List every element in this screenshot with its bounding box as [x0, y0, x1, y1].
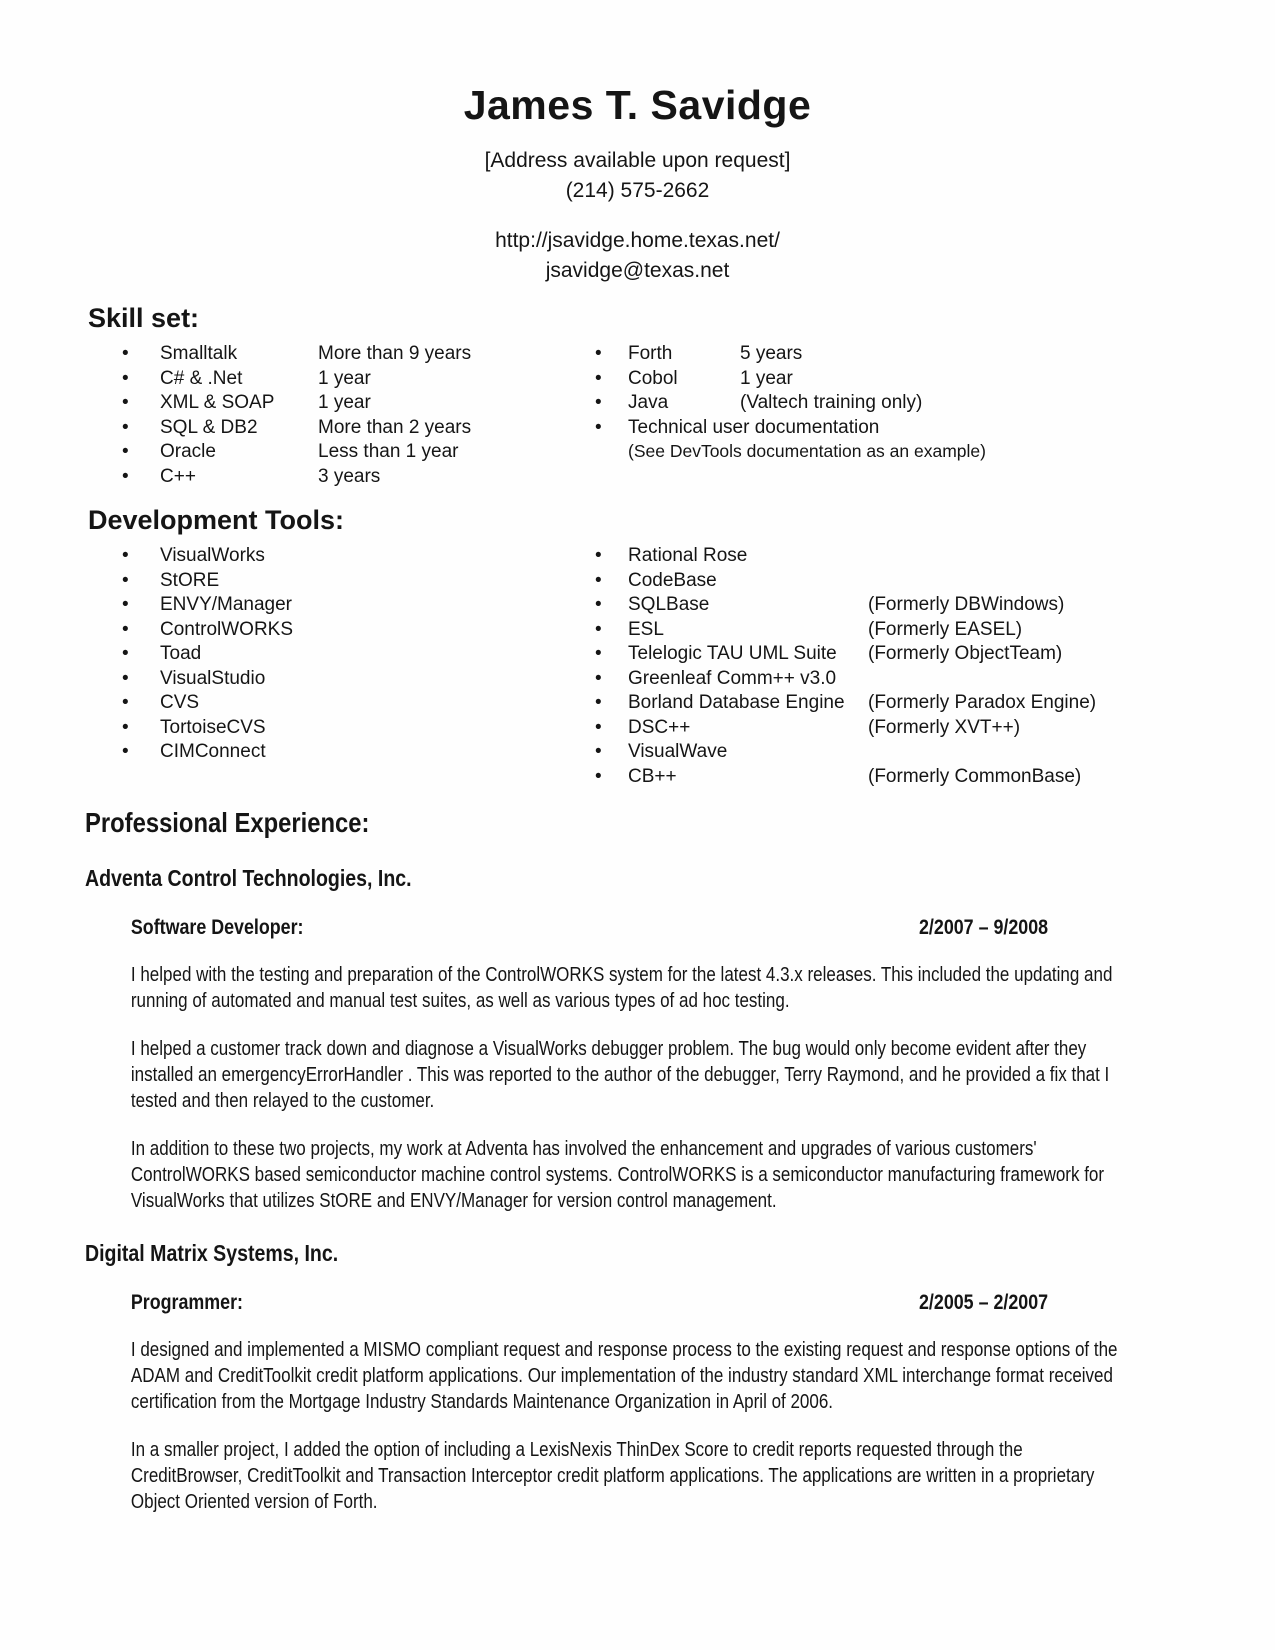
phone-number: (214) 575-2662	[565, 179, 710, 202]
tool-name: ENVY/Manager	[160, 594, 293, 615]
list-item	[595, 367, 1275, 392]
skill-name: Java	[628, 392, 669, 413]
list-item	[595, 391, 1275, 416]
tool-name: CVS	[160, 692, 200, 713]
list-item	[595, 342, 1275, 367]
job-entry	[85, 1240, 1275, 1515]
tool-name: DSC++	[628, 716, 691, 738]
list-item	[122, 740, 595, 765]
job-paragraph: In a smaller project, I added the option of including a LexisNexis ThinDex Score to credit reports requested through the CreditBrowser, CreditToolkit and Transaction Interceptor credit platform applications. The applications are written in a proprietary Object Oriented version of Forth.	[130, 1439, 1095, 1513]
job-paragraph: In addition to these two projects, my work at Adventa has involved the enhancement and upgrades of various customers' ControlWORKS based semiconductor machine control systems. ControlWORKS is a semiconductor manufacturing framework for VisualWorks that utilizes StORE and ENVY/Manager for version control management.	[130, 1138, 1105, 1212]
bullet-icon: •	[122, 416, 129, 438]
tool-name: StORE	[160, 569, 220, 591]
tool-name: VisualWorks	[160, 545, 265, 566]
tool-name: Telelogic TAU UML Suite	[628, 643, 837, 664]
resume-header	[0, 82, 1275, 283]
bullet-icon: •	[595, 765, 602, 787]
list-item	[595, 544, 1275, 569]
bullet-icon: •	[595, 667, 602, 689]
tool-name: Borland Database Engine	[628, 692, 845, 713]
tool-name: ControlWORKS	[160, 618, 294, 640]
person-name: James T. Savidge	[463, 82, 812, 128]
tool-formerly	[868, 740, 1275, 765]
tool-formerly: (Formerly XVT++)	[868, 716, 1021, 738]
bullet-icon: •	[122, 643, 129, 664]
tool-name: TortoiseCVS	[160, 716, 266, 738]
skill-name: C++	[160, 465, 196, 487]
bullet-icon: •	[595, 643, 602, 664]
website-url: http://jsavidge.home.texas.net/	[495, 229, 780, 252]
skill-name: Smalltalk	[160, 343, 238, 364]
tool-formerly: (Formerly DBWindows)	[868, 594, 1065, 615]
list-item	[122, 367, 595, 392]
bullet-icon: •	[122, 741, 129, 762]
skill-duration: (Valtech training only)	[740, 392, 923, 413]
list-item	[595, 416, 1275, 441]
job-title: Programmer:	[130, 1291, 244, 1314]
bullet-icon: •	[122, 465, 129, 487]
development-tools-section	[0, 505, 1275, 789]
skill-duration: More than 2 years	[318, 416, 472, 438]
tool-name: VisualWave	[628, 741, 728, 762]
bullet-icon: •	[595, 594, 602, 615]
skill-set-section	[0, 303, 1275, 489]
bullet-icon: •	[595, 692, 602, 713]
bullet-icon: •	[122, 569, 129, 591]
tool-formerly: (Formerly EASEL)	[868, 618, 1023, 640]
tool-name: SQLBase	[628, 594, 710, 615]
skill-name: C# & .Net	[160, 367, 243, 389]
bullet-icon: •	[122, 545, 129, 566]
job-paragraph: I designed and implemented a MISMO compliant request and response process to the existing request and response options of the ADAM and CreditToolkit credit platform applications. Our implementation of the industry standard XML interchange format received certification from the Mortgage Industry Standards Maintenance Organization in April of 2006.	[130, 1339, 1118, 1413]
skill-duration: More than 9 years	[318, 343, 472, 364]
bullet-icon: •	[122, 594, 129, 615]
bullet-icon: •	[122, 667, 129, 689]
tool-name: CIMConnect	[160, 741, 266, 762]
tool-name: Greenleaf Comm++ v3.0	[628, 667, 837, 689]
list-item	[595, 569, 1275, 594]
job-dates: 2/2007 – 9/2008	[919, 916, 1049, 939]
bullet-icon: •	[122, 343, 129, 364]
email-address: jsavidge@texas.net	[545, 259, 730, 282]
skill-name: Cobol	[628, 367, 678, 389]
list-item	[595, 691, 1275, 716]
job-paragraph: I helped a customer track down and diagnose a VisualWorks debugger problem. The bug would only become evident after they installed an emergencyErrorHandler . This was reported to the author of the debugger, Terry Raymond, and he provided a fix that I tested and then relayed to the customer.	[130, 1038, 1110, 1112]
list-item	[595, 593, 1275, 618]
tool-formerly	[868, 569, 1275, 594]
address-line: [Address available upon request]	[484, 149, 791, 172]
job-title-row	[131, 1291, 1048, 1315]
bullet-icon: •	[122, 618, 129, 640]
bullet-icon: •	[122, 716, 129, 738]
list-item	[122, 416, 595, 441]
list-item	[595, 618, 1275, 643]
tools-column-right	[595, 544, 1275, 789]
list-item	[122, 593, 595, 618]
tool-formerly	[868, 667, 1275, 692]
development-tools-heading: Development Tools:	[88, 505, 345, 535]
skill-name: XML & SOAP	[160, 392, 275, 413]
bullet-icon: •	[122, 392, 129, 413]
list-item	[122, 642, 595, 667]
skill-set-heading: Skill set:	[88, 303, 200, 333]
bullet-icon: •	[595, 367, 602, 389]
job-title-row	[131, 916, 1048, 940]
skill-name: Technical user documentation	[628, 416, 880, 438]
job-title: Software Developer:	[130, 916, 304, 939]
professional-experience-heading: Professional Experience:	[85, 807, 370, 838]
list-item	[122, 544, 595, 569]
list-item	[122, 618, 595, 643]
bullet-icon: •	[595, 741, 602, 762]
job-entry	[85, 865, 1275, 1214]
list-item	[122, 691, 595, 716]
tool-name: Toad	[160, 643, 202, 664]
list-item	[595, 740, 1275, 765]
skill-duration: 1 year	[740, 367, 793, 389]
bullet-icon: •	[595, 416, 602, 438]
professional-experience-section	[0, 807, 1275, 1515]
list-item	[122, 342, 595, 367]
job-dates: 2/2005 – 2/2007	[919, 1291, 1049, 1314]
list-item	[122, 391, 595, 416]
tool-name: CB++	[628, 765, 677, 787]
tool-formerly: (Formerly CommonBase)	[868, 765, 1082, 787]
tool-formerly: (Formerly Paradox Engine)	[868, 692, 1097, 713]
bullet-icon: •	[595, 716, 602, 738]
documentation-note: (See DevTools documentation as an example)	[628, 441, 986, 461]
list-item	[595, 716, 1275, 741]
tools-column-left	[122, 544, 595, 789]
tool-formerly: (Formerly ObjectTeam)	[868, 643, 1063, 664]
bullet-icon: •	[595, 545, 602, 566]
tool-name: ESL	[628, 618, 664, 640]
bullet-icon: •	[595, 343, 602, 364]
skills-column-left	[122, 342, 595, 489]
skill-name: Oracle	[160, 441, 216, 462]
tool-formerly	[868, 544, 1275, 569]
bullet-icon: •	[122, 367, 129, 389]
list-item	[122, 716, 595, 741]
list-item	[595, 667, 1275, 692]
list-item	[595, 642, 1275, 667]
list-item	[122, 667, 595, 692]
list-item	[122, 569, 595, 594]
skill-duration: 1 year	[318, 367, 371, 389]
skill-duration: 5 years	[740, 343, 803, 364]
bullet-icon: •	[595, 569, 602, 591]
list-item	[122, 440, 595, 465]
bullet-icon: •	[595, 392, 602, 413]
list-item	[122, 465, 595, 490]
skill-duration: 3 years	[318, 465, 381, 487]
job-paragraph: I helped with the testing and preparation of the ControlWORKS system for the latest 4.3.x releases. This included the updating and running of automated and manual test suites, as well as various types of ad hoc testing.	[130, 964, 1113, 1012]
list-item	[595, 765, 1275, 790]
skills-column-right	[595, 342, 1275, 489]
company-name: Adventa Control Technologies, Inc.	[85, 865, 412, 891]
skill-duration: 1 year	[318, 392, 371, 413]
tool-name: CodeBase	[628, 569, 717, 591]
skill-duration: Less than 1 year	[318, 441, 459, 462]
bullet-icon: •	[122, 692, 129, 713]
company-name: Digital Matrix Systems, Inc.	[85, 1240, 339, 1266]
bullet-icon: •	[122, 441, 129, 462]
tool-name: VisualStudio	[160, 667, 266, 689]
bullet-icon: •	[595, 618, 602, 640]
tool-name: Rational Rose	[628, 545, 748, 566]
skill-name: SQL & DB2	[160, 416, 258, 438]
skill-name: Forth	[628, 343, 673, 364]
